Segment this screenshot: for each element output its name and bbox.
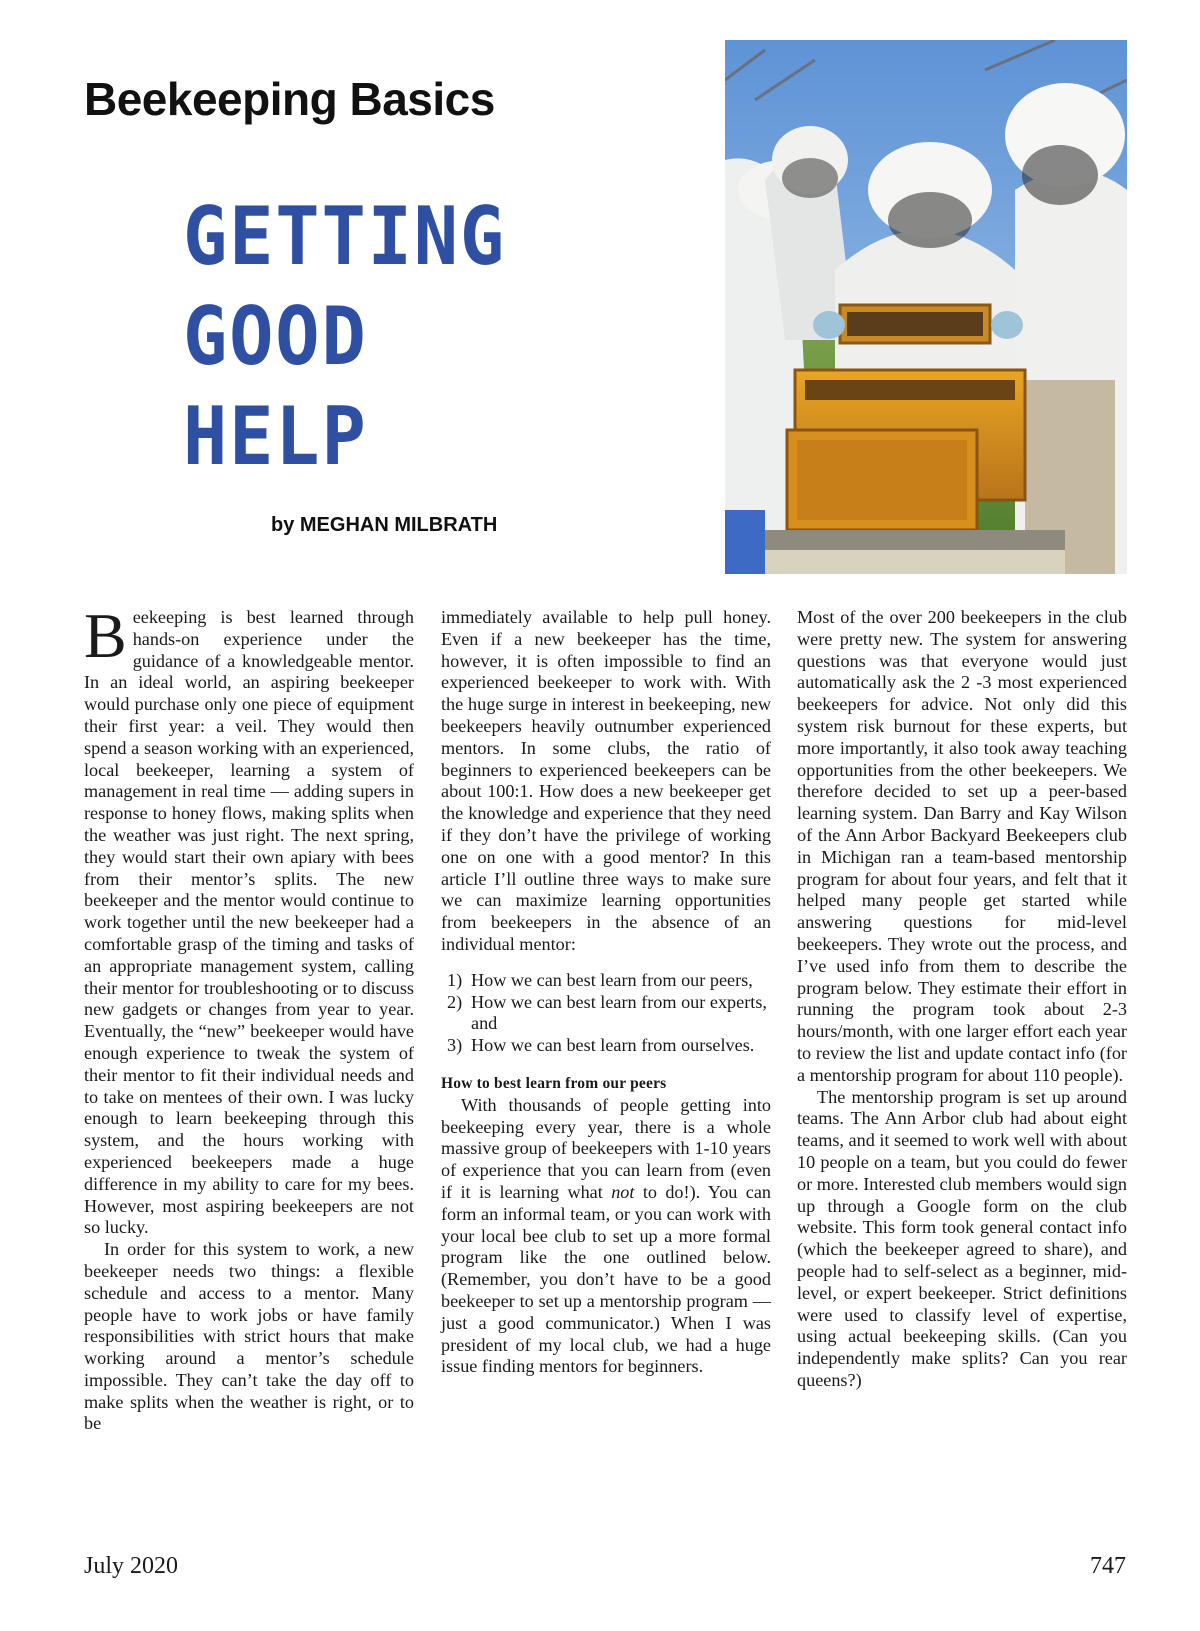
list-item: 2) How we can best learn from our experts, and	[447, 991, 767, 1034]
list-item: 3) How we can best learn from ourselves.	[447, 1035, 755, 1056]
article-column-1	[84, 600, 414, 1435]
article-column-3	[797, 607, 1127, 1392]
paragraph: The mentorship program is set up around teams. The Ann Arbor club had about eight teams, and it seemed to work well with about 10 people on a team, but you could do fewer or more. Interested club members would sign up through a Google form on the club website. This form took general contact info (which the beekeeper agreed to share), and people had to self-select as a beginner, mid-level, or expert beekeeper. Strict definitions were used to classify level of expertise, using actual beekeeping skills. (Can you independently make splits? Can you rear queens?)	[797, 1086, 1127, 1390]
paragraph: immediately available to help pull honey. Even if a new beekeeper has the time, however, it is often impossible to find an experienced beekeeper to work with. With the huge surge in interest in beekeeping, new beekeepers heavily outnumber experienced mentors. In some clubs, the ratio of beginners to experienced beekeepers can be about 100:1. How does a new beekeeper get the knowledge and experience that they need if they don’t have the privilege of working one on one with a good mentor? In this article I’ll outline three ways to make sure we can maximize learning opportunities from beekeepers in the absence of an individual mentor:	[441, 607, 771, 954]
article-photo	[725, 40, 1127, 574]
page-number: 747	[1090, 1553, 1126, 1579]
section-label: Beekeeping Basics	[84, 73, 495, 125]
article-title-line-1: GETTING	[183, 190, 507, 283]
drop-cap: B	[84, 600, 127, 671]
list-item: 1) How we can best learn from our peers,	[447, 969, 753, 990]
article-title-line-2: GOOD	[183, 290, 368, 383]
article-column-2	[441, 607, 771, 1378]
paragraph: Most of the over 200 beekeepers in the club were pretty new. The system for answering questions was that everyone would just automatically ask the 2 -3 most experienced beekeepers for advice. Not only did this system risk burnout for these experts, but more importantly, it also took away teaching opportunities from the other beekeepers. We therefore decided to set up a peer-based learning system. Dan Barry and Kay Wilson of the Ann Arbor Backyard Beekeepers club in Michigan ran a team-based mentorship program for about four years, and felt that it helped many people get started while answering questions for mid-level beekeepers. They wrote out the process, and I’ve used info from them to describe the program below. They estimate their effort in running the program took about 2-3 hours/month, with one larger effort each year to review the list and update contact info (for a mentorship program for about 110 people).	[797, 607, 1127, 1085]
numbered-list	[441, 970, 771, 1057]
paragraph: With thousands of people getting into beekeeping every year, there is a whole massive group of beekeepers with 1-10 years of experience that you can learn from (even if it is learning what not to do!). You can form an informal team, or you can work with your local bee club to set up a more formal program like the one outlined below. (Remember, you don’t have to be a good beekeeper to set up a mentorship program — just a good communicator.) When I was president of my local club, we had a huge issue finding mentors for beginners.	[441, 1094, 772, 1377]
issue-date: July 2020	[84, 1553, 179, 1579]
article-title-line-3: HELP	[183, 390, 368, 483]
paragraph: Beekeeping is best learned through hands-on experience under the guidance of a knowledgeable mentor. In an ideal world, an aspiring beekeeper would purchase only one piece of equipment their first year: a veil. They would then spend a season working with an experienced, local beekeeper, learning a system of management in real time — adding supers in response to honey flows, making splits when the weather was just right. The next spring, they would start their own apiary with bees from their mentor’s splits. The new beekeeper and the mentor would continue to work together until the new beekeeper had a comfortable grasp of the timing and tasks of an appropriate management system, calling their mentor for troubleshooting or to discuss new gadgets or changes from year to year. Eventually, the “new” beekeeper would have enough experience to tweak the system of their mentor to fit their individual needs and to take on mentees of their own. I was lucky enough to learn beekeeping through this system, and the hours working with experienced beekeepers made a huge difference in my ability to care for my bees. However, most aspiring beekeepers are not so lucky.	[84, 600, 414, 1238]
byline: by MEGHAN MILBRATH	[271, 514, 498, 536]
subheading: How to best learn from our peers	[441, 1074, 667, 1092]
paragraph: In order for this system to work, a new beekeeper needs two things: a flexible schedule and access to a mentor. Many people have to work jobs or have family responsibilities with strict hours that make working around a mentor’s schedule impossible. They can’t take the day off to make splits when the weather is right, or to be	[84, 1239, 414, 1434]
